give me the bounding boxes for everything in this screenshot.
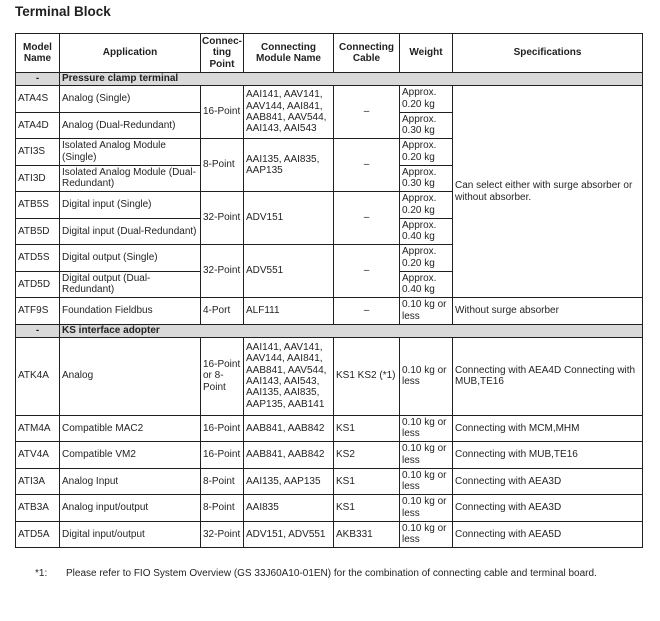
weight: Approx. 0.40 kg <box>400 271 453 298</box>
model-name: ATD5D <box>16 271 60 298</box>
connecting-module: ADV151 <box>244 192 334 245</box>
weight: 0.10 kg or less <box>400 298 453 325</box>
application: Analog Input <box>60 468 201 495</box>
section-row <box>16 324 643 337</box>
connecting-point: 16-Point or 8-Point <box>201 337 244 415</box>
connecting-point: 8-Point <box>201 495 244 522</box>
connecting-cable: KS1 <box>334 415 400 442</box>
connecting-cable: AKB331 <box>334 521 400 548</box>
application: Analog input/output <box>60 495 201 522</box>
specification: Connecting with MCM,MHM <box>453 415 643 442</box>
application: Foundation Fieldbus <box>60 298 201 325</box>
header-row <box>16 34 643 73</box>
application: Compatible MAC2 <box>60 415 201 442</box>
table-row <box>16 415 643 442</box>
connecting-point: 16-Point <box>201 86 244 139</box>
header-connecting-cable: Connecting Cable <box>334 34 400 73</box>
table-row <box>16 298 643 325</box>
connecting-cable: – <box>334 245 400 298</box>
weight: 0.10 kg or less <box>400 442 453 469</box>
connecting-point: 16-Point <box>201 442 244 469</box>
connecting-cable: KS1 <box>334 495 400 522</box>
table-row <box>16 495 643 522</box>
specification: Connecting with AEA3D <box>453 468 643 495</box>
weight: 0.10 kg or less <box>400 337 453 415</box>
connecting-module: ALF111 <box>244 298 334 325</box>
table-row <box>16 468 643 495</box>
connecting-cable: – <box>334 192 400 245</box>
application: Digital output (Dual-Redundant) <box>60 271 201 298</box>
header-model-name: Model Name <box>16 34 60 73</box>
model-name: ATA4D <box>16 112 60 139</box>
model-name: ATK4A <box>16 337 60 415</box>
connecting-module: AAB841, AAB842 <box>244 415 334 442</box>
connecting-module: AAB841, AAB842 <box>244 442 334 469</box>
application: Analog <box>60 337 201 415</box>
connecting-module: ADV551 <box>244 245 334 298</box>
connecting-point: 4-Port <box>201 298 244 325</box>
model-name: ATB5S <box>16 192 60 219</box>
model-name: ATF9S <box>16 298 60 325</box>
connecting-point: 8-Point <box>201 468 244 495</box>
application: Compatible VM2 <box>60 442 201 469</box>
table-row <box>16 86 643 113</box>
section-label: KS interface adopter <box>60 324 643 337</box>
connecting-point: 32-Point <box>201 192 244 245</box>
header-connecting-module-name: Connecting Module Name <box>244 34 334 73</box>
model-name: ATB3A <box>16 495 60 522</box>
weight: Approx. 0.40 kg <box>400 218 453 245</box>
specification: Connecting with AEA3D <box>453 495 643 522</box>
application: Isolated Analog Module (Dual-Redundant) <box>60 165 201 192</box>
connecting-module: AAI141, AAV141, AAV144, AAI841, AAB841, AAV544, AAI143, AAI543, AAI135, AAI835, AAP135, AAB141 <box>244 337 334 415</box>
model-name: ATI3D <box>16 165 60 192</box>
model-name: ATM4A <box>16 415 60 442</box>
connecting-cable: – <box>334 86 400 139</box>
model-name: ATD5A <box>16 521 60 548</box>
connecting-cable: KS1 <box>334 468 400 495</box>
section-label: Pressure clamp terminal <box>60 73 643 86</box>
connecting-cable: KS2 <box>334 442 400 469</box>
footnote-text: Please refer to FIO System Overview (GS 33J60A10-01EN) for the combination of connecting cable and terminal board. <box>66 568 597 579</box>
header-weight: Weight <box>400 34 453 73</box>
model-name: ATI3A <box>16 468 60 495</box>
specification: Without surge absorber <box>453 298 643 325</box>
application: Isolated Analog Module (Single) <box>60 139 201 166</box>
header-connecting-point: Connec-ting Point <box>201 34 244 73</box>
weight: 0.10 kg or less <box>400 521 453 548</box>
table-row <box>16 442 643 469</box>
model-name: ATI3S <box>16 139 60 166</box>
model-name: ATD5S <box>16 245 60 272</box>
section-row <box>16 73 643 86</box>
section-marker: - <box>16 73 60 86</box>
header-specifications: Specifications <box>453 34 643 73</box>
application: Digital input (Single) <box>60 192 201 219</box>
footnote-marker: *1: <box>35 568 48 579</box>
specification: Can select either with surge absorber or without absorber. <box>453 86 643 298</box>
application: Analog (Dual-Redundant) <box>60 112 201 139</box>
specification: Connecting with AEA4D Connecting with MUB,TE16 <box>453 337 643 415</box>
connecting-cable: – <box>334 298 400 325</box>
weight: Approx. 0.20 kg <box>400 192 453 219</box>
weight: 0.10 kg or less <box>400 415 453 442</box>
connecting-module: AAI135, AAP135 <box>244 468 334 495</box>
connecting-module: AAI835 <box>244 495 334 522</box>
weight: Approx. 0.30 kg <box>400 112 453 139</box>
specification: Connecting with MUB,TE16 <box>453 442 643 469</box>
table-row <box>16 521 643 548</box>
connecting-module: ADV151, ADV551 <box>244 521 334 548</box>
connecting-module: AAI141, AAV141, AAV144, AAI841, AAB841, AAV544, AAI143, AAI543 <box>244 86 334 139</box>
weight: Approx. 0.20 kg <box>400 245 453 272</box>
connecting-point: 8-Point <box>201 139 244 192</box>
section-marker: - <box>16 324 60 337</box>
model-name: ATV4A <box>16 442 60 469</box>
terminal-block-table <box>15 33 643 548</box>
weight: 0.10 kg or less <box>400 495 453 522</box>
weight: Approx. 0.30 kg <box>400 165 453 192</box>
page-title: Terminal Block <box>15 4 111 19</box>
weight: Approx. 0.20 kg <box>400 139 453 166</box>
model-name: ATB5D <box>16 218 60 245</box>
connecting-point: 16-Point <box>201 415 244 442</box>
connecting-cable: KS1 KS2 (*1) <box>334 337 400 415</box>
application: Digital output (Single) <box>60 245 201 272</box>
connecting-cable: – <box>334 139 400 192</box>
model-name: ATA4S <box>16 86 60 113</box>
weight: Approx. 0.20 kg <box>400 86 453 113</box>
weight: 0.10 kg or less <box>400 468 453 495</box>
application: Analog (Single) <box>60 86 201 113</box>
connecting-point: 32-Point <box>201 245 244 298</box>
specification: Connecting with AEA5D <box>453 521 643 548</box>
application: Digital input/output <box>60 521 201 548</box>
connecting-point: 32-Point <box>201 521 244 548</box>
header-application: Application <box>60 34 201 73</box>
application: Digital input (Dual-Redundant) <box>60 218 201 245</box>
connecting-module: AAI135, AAI835, AAP135 <box>244 139 334 192</box>
table-row <box>16 337 643 415</box>
